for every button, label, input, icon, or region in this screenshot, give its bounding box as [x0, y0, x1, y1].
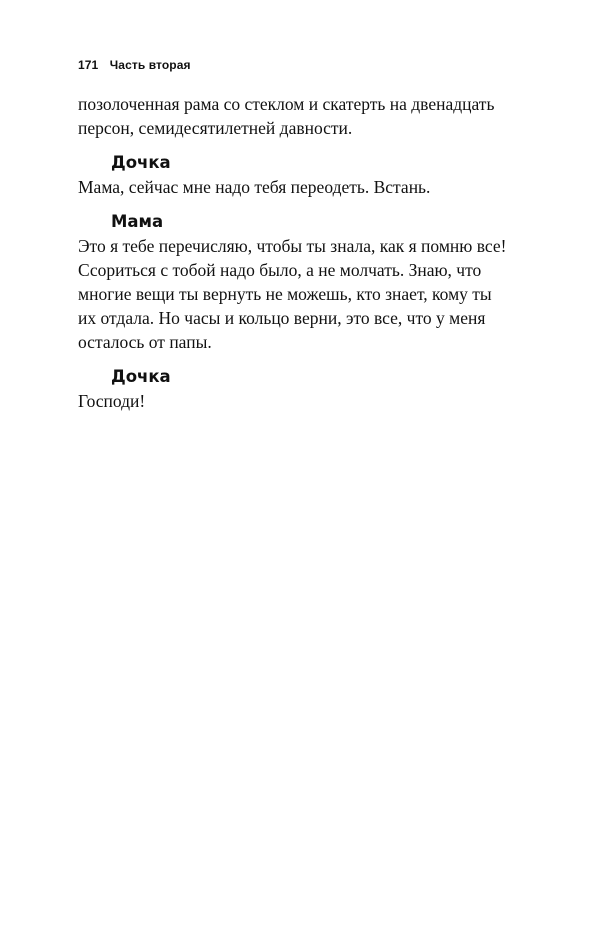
text-line: Ссориться с тобой надо было, а не молчать. Знаю, что	[78, 260, 482, 280]
text-line: осталось от папы.	[78, 332, 212, 352]
text-paragraph-continued	[78, 92, 528, 140]
page-number: 171	[78, 58, 99, 72]
text-line: Мама, сейчас мне надо тебя переодеть. Встань.	[78, 177, 431, 197]
dialogue-line-daughter	[78, 175, 528, 199]
text-line: позолоченная рама со стеклом и скатерть на двенадцать	[78, 94, 495, 114]
dialogue-line-mother	[78, 234, 528, 354]
text-line: Господи!	[78, 391, 146, 411]
text-line: их отдала. Но часы и кольцо верни, это все, что у меня	[78, 308, 486, 328]
section-title: Часть вторая	[109, 58, 191, 72]
text-line: персон, семидесятилетней давности.	[78, 118, 353, 138]
speaker-name-daughter: Дочка	[111, 367, 171, 386]
speaker-name-daughter: Дочка	[111, 153, 171, 172]
page-body	[78, 92, 528, 413]
speaker-name-mother: Мама	[111, 212, 164, 231]
running-head	[78, 58, 191, 72]
text-line: Это я тебе перечисляю, чтобы ты знала, как я помню все!	[78, 236, 507, 256]
dialogue-line-daughter	[78, 389, 528, 413]
text-line: многие вещи ты вернуть не можешь, кто знает, кому ты	[78, 284, 492, 304]
